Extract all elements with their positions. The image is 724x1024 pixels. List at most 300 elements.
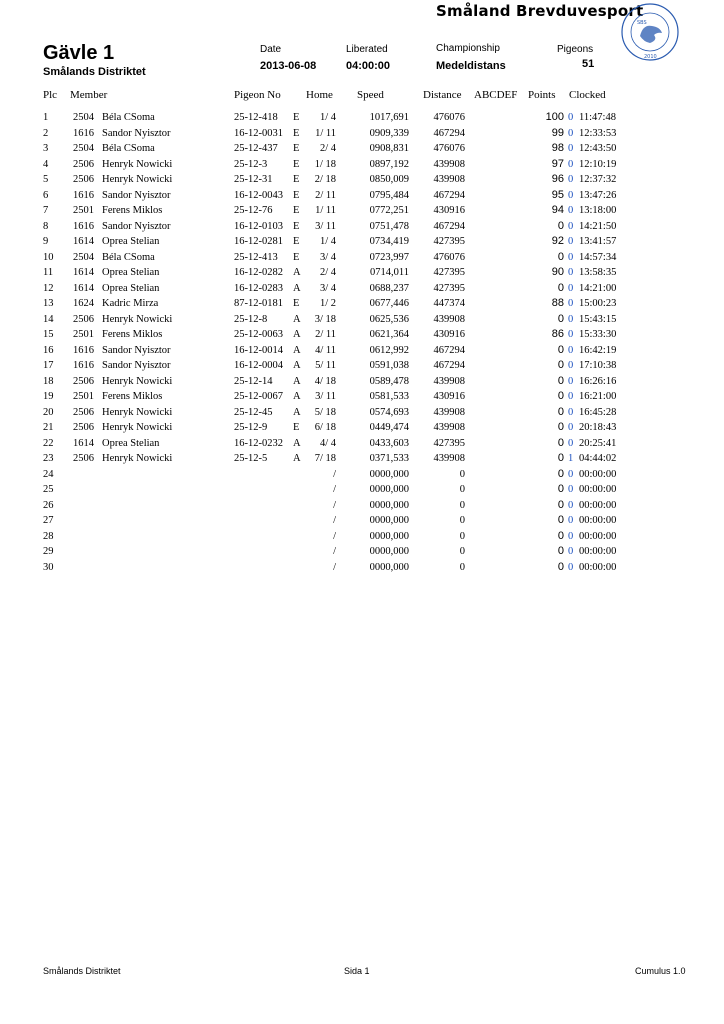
clocked-cell: 00:00:00 (579, 468, 617, 480)
clocked-cell: 16:26:16 (579, 375, 617, 387)
category-code-cell: A (293, 344, 301, 356)
member-id-cell: 2504 (73, 143, 94, 154)
clocked-cell: 13:47:26 (579, 189, 617, 201)
category-code-cell: E (293, 422, 300, 433)
distance-cell: 430916 (433, 329, 465, 340)
category-code-cell: E (293, 205, 300, 216)
place-cell: 28 (43, 530, 54, 542)
table-row (0, 436, 724, 452)
flag-cell: 0 (568, 220, 574, 232)
points-cell: 96 (551, 173, 564, 185)
flag-cell: 0 (568, 468, 574, 480)
flag-cell: 0 (568, 298, 574, 309)
member-name-cell: Oprea Stelian (102, 282, 160, 294)
club-logo (610, 2, 690, 62)
category-code-cell: E (293, 174, 300, 185)
member-id-cell: 2501 (73, 205, 94, 216)
points-cell: 0 (557, 545, 564, 557)
pigeon-number-cell: 25-12-5 (234, 453, 268, 464)
speed-cell: 0734,419 (369, 236, 409, 247)
clocked-cell: 16:45:28 (579, 406, 617, 418)
flag-cell: 0 (568, 329, 574, 340)
distance-cell: 467294 (433, 220, 465, 232)
member-name-cell: Oprea Stelian (102, 437, 160, 449)
points-cell: 0 (557, 343, 564, 356)
clocked-cell: 14:57:34 (579, 251, 617, 263)
member-id-cell: 2504 (73, 251, 94, 263)
home-cell: 3/ 18 (314, 313, 336, 325)
member-name-cell: Béla CSoma (102, 143, 155, 154)
distance-cell: 447374 (433, 298, 465, 309)
points-cell: 0 (557, 405, 564, 418)
home-cell: 3/ 4 (319, 282, 336, 294)
place-cell: 29 (43, 546, 54, 557)
category-code-cell: A (293, 453, 301, 464)
member-name-cell: Henryk Nowicki (102, 406, 173, 418)
pigeons-label: Pigeons (557, 44, 594, 55)
speed-cell: 0000,000 (369, 561, 409, 573)
distance-cell: 0 (459, 546, 465, 557)
home-cell: / (333, 561, 336, 573)
home-cell: 5/ 11 (315, 360, 336, 371)
speed-cell: 1017,691 (369, 112, 409, 123)
flag-cell: 0 (568, 251, 574, 263)
home-cell: / (333, 484, 336, 495)
place-cell: 27 (43, 515, 54, 526)
member-name-cell: Henryk Nowicki (102, 158, 173, 170)
points-cell: 0 (557, 483, 564, 495)
distance-cell: 439908 (433, 422, 465, 433)
member-name-cell: Henryk Nowicki (102, 375, 173, 387)
place-cell: 12 (43, 282, 54, 294)
home-cell: 2/ 4 (319, 143, 336, 154)
flag-cell: 0 (568, 484, 574, 495)
flag-cell: 0 (568, 391, 574, 402)
member-name-cell: Sandor Nyisztor (102, 360, 171, 371)
flag-cell: 0 (568, 205, 574, 216)
distance-cell: 467294 (433, 189, 465, 201)
member-name-cell: Henryk Nowicki (102, 313, 173, 325)
clocked-cell: 00:00:00 (579, 484, 617, 495)
liberated-value: 04:00:00 (346, 60, 391, 72)
points-cell: 0 (557, 250, 564, 263)
place-cell: 2 (43, 127, 49, 139)
flag-cell: 0 (568, 406, 574, 418)
place-cell: 5 (43, 174, 49, 185)
logo-year: 2010 (644, 54, 657, 60)
pigeon-number-cell: 16-12-0043 (234, 189, 283, 201)
place-cell: 9 (43, 236, 49, 247)
place-cell: 7 (43, 205, 49, 216)
col-header-pigeon-no: Pigeon No (234, 89, 281, 101)
member-name-cell: Oprea Stelian (102, 267, 160, 278)
category-code-cell: E (293, 112, 300, 123)
speed-cell: 0714,011 (370, 267, 409, 278)
distance-cell: 0 (459, 499, 465, 511)
pigeon-number-cell: 16-12-0031 (234, 127, 283, 139)
place-cell: 13 (43, 298, 54, 309)
home-cell: 2/ 11 (315, 189, 336, 201)
member-name-cell: Sandor Nyisztor (102, 220, 171, 232)
points-cell: 0 (557, 452, 564, 464)
category-code-cell: A (293, 267, 301, 278)
table-row (0, 374, 724, 390)
member-id-cell: 1616 (73, 360, 94, 371)
member-id-cell: 2506 (73, 422, 94, 433)
member-id-cell: 2501 (73, 329, 94, 340)
pigeon-number-cell: 16-12-0004 (234, 360, 283, 371)
clocked-cell: 13:58:35 (579, 267, 617, 278)
pigeon-number-cell: 25-12-437 (234, 143, 278, 154)
home-cell: 6/ 18 (314, 422, 336, 433)
category-code-cell: A (293, 329, 301, 340)
clocked-cell: 00:00:00 (579, 546, 617, 557)
home-cell: 3/ 11 (315, 391, 336, 402)
speed-cell: 0897,192 (369, 158, 409, 170)
points-cell: 0 (557, 374, 564, 387)
place-cell: 24 (43, 468, 54, 480)
points-cell: 97 (551, 157, 564, 170)
home-cell: / (333, 468, 336, 480)
speed-cell: 0371,533 (369, 453, 409, 464)
footer-page: Sida 1 (344, 966, 370, 976)
points-cell: 95 (551, 188, 564, 201)
speed-cell: 0625,536 (369, 313, 409, 325)
pigeons-value: 51 (582, 58, 595, 70)
clocked-cell: 15:33:30 (579, 329, 617, 340)
clocked-cell: 14:21:50 (579, 220, 617, 232)
speed-cell: 0751,478 (369, 220, 409, 232)
championship-value: Medeldistans (436, 60, 506, 72)
distance-cell: 427395 (433, 267, 465, 278)
category-code-cell: A (293, 360, 301, 371)
place-cell: 11 (43, 267, 54, 278)
category-code-cell: A (293, 437, 301, 449)
pigeon-icon (640, 26, 662, 43)
table-row (0, 358, 724, 374)
distance-cell: 439908 (433, 174, 465, 185)
clocked-cell: 00:00:00 (579, 530, 617, 542)
home-cell: 4/ 4 (319, 437, 336, 449)
flag-cell: 0 (568, 515, 574, 526)
pigeon-number-cell: 25-12-3 (234, 158, 268, 170)
points-cell: 98 (551, 142, 564, 154)
col-header-distance: Distance (423, 89, 462, 101)
member-id-cell: 1616 (73, 189, 94, 201)
member-name-cell: Henryk Nowicki (102, 422, 173, 433)
clocked-cell: 16:21:00 (579, 391, 617, 402)
distance-cell: 0 (459, 468, 465, 480)
category-code-cell: E (293, 220, 300, 232)
points-cell: 0 (557, 421, 564, 433)
points-cell: 0 (557, 498, 564, 511)
place-cell: 18 (43, 375, 54, 387)
home-cell: 1/ 11 (315, 127, 336, 139)
speed-cell: 0000,000 (369, 530, 409, 542)
clocked-cell: 12:37:32 (579, 174, 617, 185)
clocked-cell: 04:44:02 (579, 453, 617, 464)
member-name-cell: Béla CSoma (102, 251, 155, 263)
member-name-cell: Ferens Miklos (102, 329, 163, 340)
results-table (0, 110, 724, 575)
speed-cell: 0574,693 (369, 406, 409, 418)
member-id-cell: 2506 (73, 453, 94, 464)
table-row (0, 172, 724, 188)
distance-cell: 467294 (433, 344, 465, 356)
points-cell: 0 (557, 281, 564, 294)
distance-cell: 0 (459, 484, 465, 495)
home-cell: 2/ 4 (319, 267, 336, 278)
table-row (0, 219, 724, 235)
distance-cell: 439908 (433, 453, 465, 464)
distance-cell: 427395 (433, 282, 465, 294)
speed-cell: 0772,251 (369, 205, 409, 216)
member-id-cell: 1614 (73, 282, 94, 294)
home-cell: 4/ 11 (315, 344, 336, 356)
member-id-cell: 2506 (73, 313, 94, 325)
member-name-cell: Béla CSoma (102, 112, 155, 123)
col-header-plc: Plc (43, 89, 58, 101)
points-cell: 88 (551, 297, 564, 309)
speed-cell: 0612,992 (369, 344, 409, 356)
category-code-cell: E (293, 127, 300, 139)
home-cell: 2/ 11 (315, 329, 336, 340)
col-header-abcdef: ABCDEF (474, 89, 518, 101)
table-row (0, 389, 724, 405)
place-cell: 17 (43, 360, 54, 371)
table-row (0, 250, 724, 266)
points-cell: 0 (557, 312, 564, 325)
pigeon-number-cell: 16-12-0103 (234, 220, 283, 232)
pigeon-number-cell: 25-12-76 (234, 205, 273, 216)
category-code-cell: E (293, 158, 300, 170)
distance-cell: 439908 (433, 158, 465, 170)
flag-cell: 0 (568, 499, 574, 511)
category-code-cell: A (293, 282, 301, 294)
speed-cell: 0000,000 (369, 515, 409, 526)
pigeon-number-cell: 25-12-418 (234, 112, 278, 123)
table-row (0, 234, 724, 250)
home-cell: 7/ 18 (314, 453, 336, 464)
pigeon-number-cell: 16-12-0232 (234, 437, 283, 449)
footer-district: Smålands Distriktet (43, 966, 121, 976)
pigeon-number-cell: 25-12-0067 (234, 391, 283, 402)
member-id-cell: 2506 (73, 174, 94, 185)
distance-cell: 0 (459, 561, 465, 573)
flag-cell: 0 (568, 546, 574, 557)
speed-cell: 0433,603 (369, 437, 409, 449)
home-cell: / (333, 546, 336, 557)
speed-cell: 0908,831 (369, 143, 409, 154)
points-cell: 0 (557, 359, 564, 371)
distance-cell: 476076 (433, 251, 465, 263)
table-row (0, 405, 724, 421)
flag-cell: 0 (568, 360, 574, 371)
home-cell: 1/ 18 (314, 158, 336, 170)
table-row (0, 281, 724, 297)
place-cell: 1 (43, 112, 49, 123)
place-cell: 21 (43, 422, 54, 433)
table-row (0, 544, 724, 560)
flag-cell: 0 (568, 313, 574, 325)
clocked-cell: 14:21:00 (579, 282, 617, 294)
member-name-cell: Henryk Nowicki (102, 453, 173, 464)
home-cell: 3/ 11 (315, 220, 336, 232)
distance-cell: 0 (459, 530, 465, 542)
flag-cell: 0 (568, 561, 574, 573)
place-cell: 3 (43, 143, 49, 154)
speed-cell: 0909,339 (369, 127, 409, 139)
speed-cell: 0591,038 (369, 360, 409, 371)
points-cell: 0 (557, 219, 564, 232)
member-id-cell: 1616 (73, 220, 94, 232)
pigeon-number-cell: 16-12-0281 (234, 236, 283, 247)
speed-cell: 0000,000 (369, 546, 409, 557)
flag-cell: 0 (568, 267, 574, 278)
place-cell: 25 (43, 484, 54, 495)
pigeon-number-cell: 16-12-0282 (234, 267, 283, 278)
member-id-cell: 2504 (73, 112, 94, 123)
clocked-cell: 12:43:50 (579, 143, 617, 154)
member-id-cell: 1614 (73, 437, 94, 449)
table-row (0, 467, 724, 483)
distance-cell: 476076 (433, 143, 465, 154)
table-row (0, 203, 724, 219)
flag-cell: 0 (568, 437, 574, 449)
footer-version: Cumulus 1.0 (635, 966, 686, 976)
speed-cell: 0688,237 (369, 282, 409, 294)
speed-cell: 0795,484 (369, 189, 409, 201)
category-code-cell: E (293, 189, 300, 201)
organization-title: Småland Brevduvesport (436, 2, 644, 20)
table-row (0, 420, 724, 436)
place-cell: 4 (43, 158, 49, 170)
place-cell: 20 (43, 406, 54, 418)
distance-cell: 476076 (433, 112, 465, 123)
member-name-cell: Henryk Nowicki (102, 174, 173, 185)
flag-cell: 1 (568, 453, 574, 464)
table-row (0, 343, 724, 359)
clocked-cell: 20:18:43 (579, 422, 617, 433)
category-code-cell: A (293, 313, 301, 325)
place-cell: 23 (43, 453, 54, 464)
member-name-cell: Sandor Nyisztor (102, 189, 171, 201)
clocked-cell: 12:33:53 (579, 127, 617, 139)
category-code-cell: E (293, 251, 300, 263)
points-cell: 94 (551, 204, 564, 216)
member-id-cell: 2506 (73, 406, 94, 418)
clocked-cell: 17:10:38 (579, 360, 617, 371)
pigeon-number-cell: 16-12-0014 (234, 344, 283, 356)
points-cell: 0 (557, 514, 564, 526)
member-id-cell: 2506 (73, 158, 94, 170)
clocked-cell: 15:43:15 (579, 313, 617, 325)
table-row (0, 482, 724, 498)
pigeon-number-cell: 16-12-0283 (234, 282, 283, 294)
flag-cell: 0 (568, 127, 574, 139)
clocked-cell: 11:47:48 (579, 112, 616, 123)
pigeon-number-cell: 25-12-9 (234, 422, 268, 433)
points-cell: 0 (557, 560, 564, 573)
home-cell: 3/ 4 (319, 251, 336, 263)
member-id-cell: 1616 (73, 127, 94, 139)
clocked-cell: 00:00:00 (579, 561, 617, 573)
member-id-cell: 1624 (73, 298, 94, 309)
table-row (0, 265, 724, 281)
speed-cell: 0581,533 (369, 391, 409, 402)
distance-cell: 427395 (433, 236, 465, 247)
category-code-cell: E (293, 298, 300, 309)
member-id-cell: 1616 (73, 344, 94, 356)
speed-cell: 0449,474 (369, 422, 409, 433)
flag-cell: 0 (568, 112, 574, 123)
championship-label: Championship (436, 43, 500, 54)
points-cell: 92 (551, 235, 564, 247)
col-header-speed: Speed (357, 89, 384, 101)
speed-cell: 0000,000 (369, 484, 409, 495)
place-cell: 16 (43, 344, 54, 356)
distance-cell: 430916 (433, 205, 465, 216)
distance-cell: 0 (459, 515, 465, 526)
distance-cell: 467294 (433, 360, 465, 371)
table-row (0, 513, 724, 529)
table-row (0, 141, 724, 157)
member-name-cell: Sandor Nyisztor (102, 127, 171, 139)
speed-cell: 0621,364 (369, 329, 409, 340)
flag-cell: 0 (568, 282, 574, 294)
date-value: 2013-06-08 (260, 60, 317, 72)
distance-cell: 439908 (433, 406, 465, 418)
race-title: Gävle 1 (43, 42, 115, 64)
flag-cell: 0 (568, 236, 574, 247)
speed-cell: 0000,000 (369, 468, 409, 480)
flag-cell: 0 (568, 158, 574, 170)
member-name-cell: Ferens Miklos (102, 391, 163, 402)
home-cell: 5/ 18 (314, 406, 336, 418)
place-cell: 22 (43, 437, 54, 449)
points-cell: 0 (557, 467, 564, 480)
member-name-cell: Kadric Mirza (102, 298, 159, 309)
table-row (0, 110, 724, 126)
home-cell: 4/ 18 (314, 375, 336, 387)
category-code-cell: E (293, 143, 300, 154)
place-cell: 10 (43, 251, 54, 263)
member-id-cell: 1614 (73, 267, 94, 278)
flag-cell: 0 (568, 344, 574, 356)
category-code-cell: A (293, 375, 301, 387)
table-row (0, 451, 724, 467)
flag-cell: 0 (568, 143, 574, 154)
flag-cell: 0 (568, 530, 574, 542)
date-label: Date (260, 44, 282, 55)
clocked-cell: 00:00:00 (579, 499, 617, 511)
home-cell: 2/ 18 (314, 174, 336, 185)
table-row (0, 126, 724, 142)
speed-cell: 0850,009 (369, 174, 409, 185)
col-header-points: Points (528, 89, 556, 101)
col-header-clocked: Clocked (569, 89, 606, 101)
pigeon-number-cell: 25-12-14 (234, 375, 273, 387)
points-cell: 99 (551, 126, 564, 139)
home-cell: / (333, 499, 336, 511)
clocked-cell: 12:10:19 (579, 158, 617, 170)
points-cell: 86 (551, 328, 564, 340)
col-header-member: Member (70, 89, 108, 101)
logo-center-text: SBS (637, 20, 647, 26)
clocked-cell: 13:18:00 (579, 205, 617, 216)
clocked-cell: 20:25:41 (579, 437, 617, 449)
home-cell: / (333, 515, 336, 526)
